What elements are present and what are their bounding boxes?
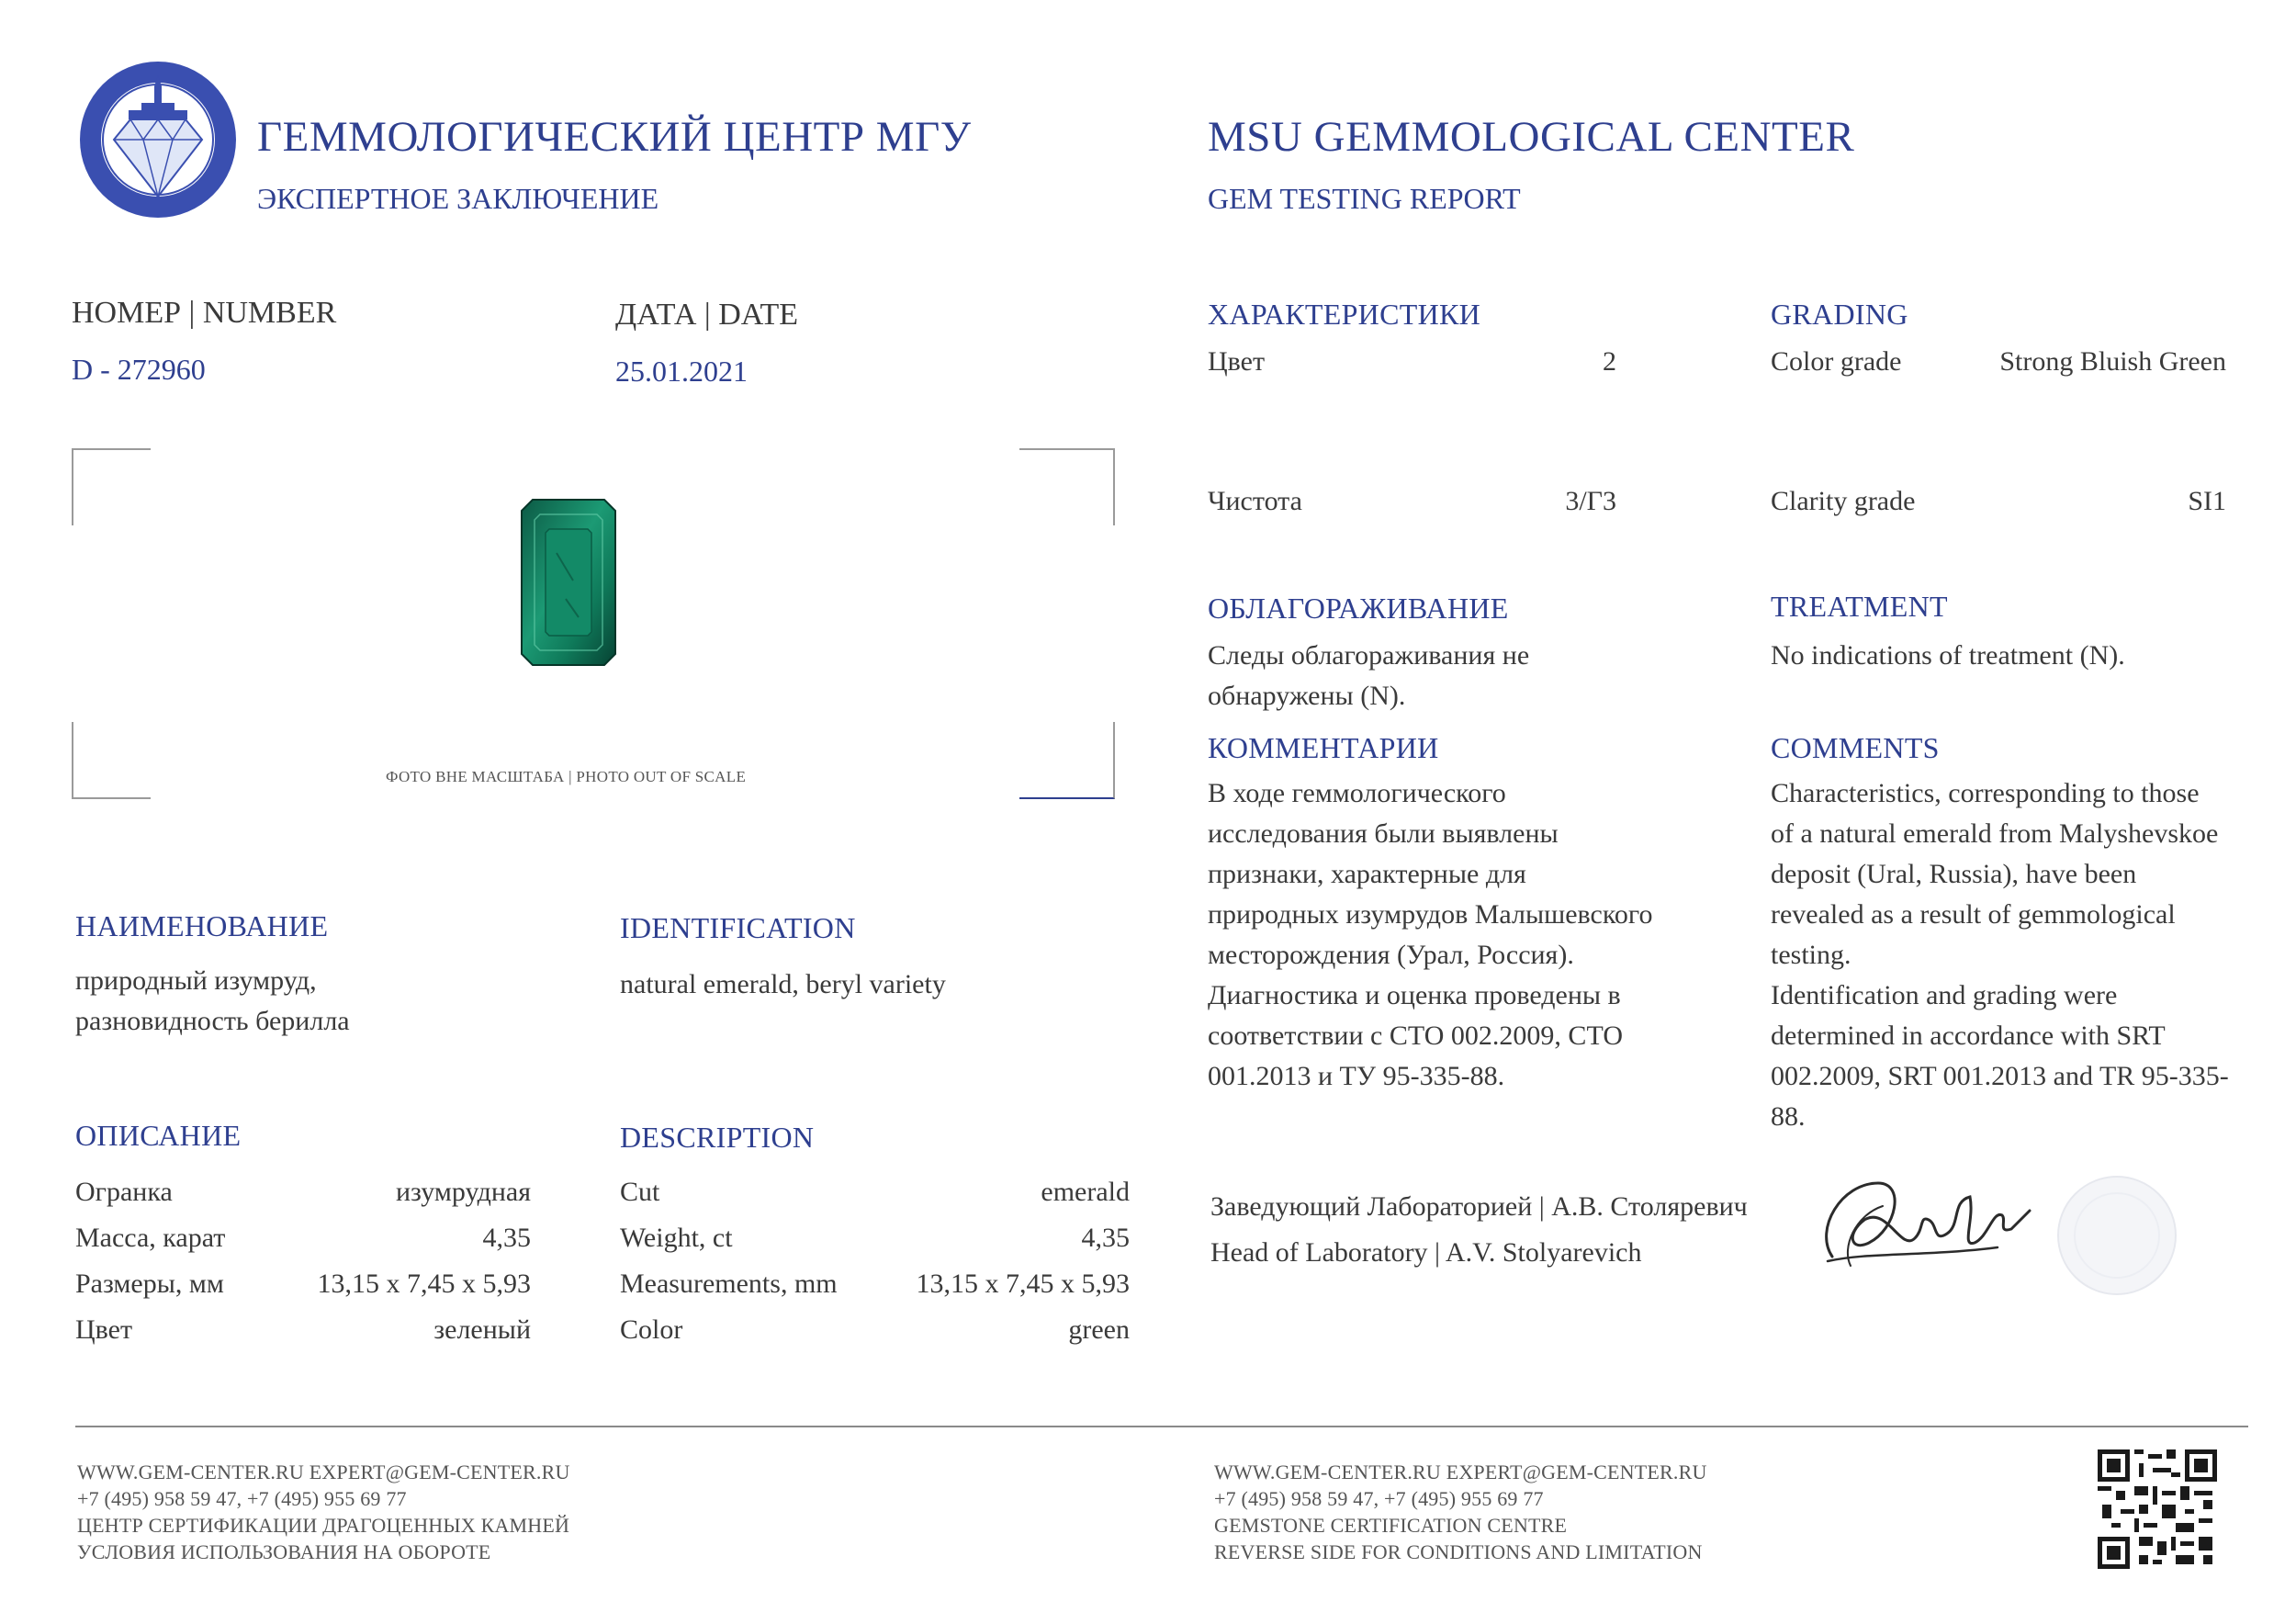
desc-ru-value-cut: изумрудная — [395, 1177, 531, 1207]
desc-en-label-color: Color — [620, 1314, 683, 1345]
comments-en-line: determined in accordance with SRT — [1771, 1021, 2166, 1051]
photo-frame-corner-tl — [72, 448, 151, 525]
desc-en-label-measurements: Measurements, mm — [620, 1269, 838, 1299]
date-label: ДАТА | DATE — [615, 298, 799, 332]
emerald-cut-gemstone-icon — [520, 498, 617, 667]
number-value: D - 272960 — [72, 353, 206, 386]
description-heading-ru: ОПИСАНИЕ — [75, 1119, 242, 1152]
grading-clarity-value-ru: 3/Г3 — [1565, 486, 1616, 516]
desc-en-value-color: green — [1068, 1314, 1130, 1345]
comments-en-line: Identification and grading were — [1771, 980, 2118, 1010]
photo-frame-corner-br — [1019, 722, 1115, 799]
footer-divider — [75, 1426, 2248, 1427]
subtitle-en: GEM TESTING REPORT — [1208, 182, 1521, 215]
signature-line-en: Head of Laboratory | A.V. Stolyarevich — [1210, 1237, 1642, 1268]
number-label: НОМЕР | NUMBER — [72, 296, 337, 330]
desc-ru-label-measurements: Размеры, мм — [75, 1269, 224, 1299]
comments-ru-line: признаки, характерные для — [1208, 859, 1526, 889]
treatment-text-en: No indications of treatment (N). — [1771, 640, 2125, 671]
grading-clarity-label-ru: Чистота — [1208, 486, 1302, 516]
subtitle-ru: ЭКСПЕРТНОЕ ЗАКЛЮЧЕНИЕ — [257, 182, 659, 215]
photo-caption: ФОТО ВНЕ МАСШТАБА | PHOTO OUT OF SCALE — [386, 768, 747, 785]
identification-heading-ru: НАИМЕНОВАНИЕ — [75, 909, 329, 942]
comments-heading-ru: КОММЕНТАРИИ — [1208, 731, 1439, 764]
treatment-heading-en: TREATMENT — [1771, 590, 1948, 623]
title-ru: ГЕММОЛОГИЧЕСКИЙ ЦЕНТР МГУ — [257, 113, 972, 161]
comments-heading-en: COMMENTS — [1771, 731, 1940, 764]
comments-en-line: of a natural emerald from Malyshevskoe — [1771, 818, 2219, 849]
date-value: 25.01.2021 — [615, 355, 748, 388]
signature — [1814, 1165, 2043, 1293]
identification-heading-en: IDENTIFICATION — [620, 911, 856, 944]
comments-en-line: Characteristics, corresponding to those — [1771, 778, 2200, 808]
comments-ru-line: В ходе геммологического — [1208, 778, 1506, 808]
footer-left-line: WWW.GEM-CENTER.RU EXPERT@GEM-CENTER.RU — [77, 1460, 570, 1483]
comments-ru-line: месторождения (Урал, Россия). — [1208, 940, 1574, 970]
msu-gemmological-center-seal-icon — [77, 59, 239, 220]
identification-text-ru-line2: разновидность берилла — [75, 1006, 350, 1036]
description-heading-en: DESCRIPTION — [620, 1121, 815, 1154]
grading-color-label-ru: Цвет — [1208, 346, 1266, 377]
comments-ru-line: природных изумрудов Малышевского — [1208, 899, 1653, 930]
comments-ru-line: соответствии с СТО 002.2009, СТО — [1208, 1021, 1624, 1051]
desc-en-value-weight: 4,35 — [1081, 1223, 1130, 1253]
comments-en-line: revealed as a result of gemmological — [1771, 899, 2176, 930]
title-en: MSU GEMMOLOGICAL CENTER — [1208, 113, 1855, 161]
footer-right-line: +7 (495) 958 59 47, +7 (495) 955 69 77 — [1214, 1487, 1544, 1510]
logo-seal — [77, 59, 239, 220]
comments-ru-line: Диагностика и оценка проведены в — [1208, 980, 1621, 1010]
comments-ru-line: 001.2013 и ТУ 95-335-88. — [1208, 1061, 1505, 1091]
grading-color-value-ru: 2 — [1603, 346, 1616, 377]
grading-color-label-en: Color grade — [1771, 346, 1902, 377]
photo-frame-corner-tr — [1019, 448, 1115, 525]
desc-ru-label-cut: Огранка — [75, 1177, 173, 1207]
treatment-text-ru-line2: обнаружены (N). — [1208, 681, 1406, 711]
desc-ru-value-color: зеленый — [433, 1314, 531, 1345]
desc-ru-label-color: Цвет — [75, 1314, 133, 1345]
desc-en-value-cut: emerald — [1041, 1177, 1130, 1207]
comments-en-line: 88. — [1771, 1101, 1806, 1132]
identification-text-ru-line1: природный изумруд, — [75, 965, 317, 996]
desc-en-label-weight: Weight, ct — [620, 1223, 733, 1253]
embossed-seal — [2055, 1174, 2178, 1297]
grading-clarity-label-en: Clarity grade — [1771, 486, 1916, 516]
gem-photo — [520, 498, 617, 667]
identification-text-en: natural emerald, beryl variety — [620, 969, 946, 999]
desc-ru-label-weight: Масса, карат — [75, 1223, 226, 1253]
comments-en-line: 002.2009, SRT 001.2013 and TR 95-335- — [1771, 1061, 2229, 1091]
treatment-heading-ru: ОБЛАГОРАЖИВАНИЕ — [1208, 592, 1509, 625]
photo-frame-corner-bl — [72, 722, 151, 799]
footer-right-line: WWW.GEM-CENTER.RU EXPERT@GEM-CENTER.RU — [1214, 1460, 1707, 1483]
embossed-seal-icon — [2055, 1174, 2178, 1297]
grading-color-value-en: Strong Bluish Green — [1999, 346, 2226, 377]
footer-right-line: REVERSE SIDE FOR CONDITIONS AND LIMITATION — [1214, 1540, 1703, 1563]
desc-en-label-cut: Cut — [620, 1177, 660, 1207]
desc-ru-value-weight: 4,35 — [482, 1223, 531, 1253]
signature-line-ru: Заведующий Лабораторией | А.В. Столяревич — [1210, 1191, 1748, 1222]
qr-code[interactable] — [2098, 1449, 2217, 1569]
footer-left-line: +7 (495) 958 59 47, +7 (495) 955 69 77 — [77, 1487, 407, 1510]
desc-en-value-measurements: 13,15 x 7,45 x 5,93 — [916, 1269, 1130, 1299]
footer-right-line: GEMSTONE CERTIFICATION CENTRE — [1214, 1514, 1568, 1537]
grading-clarity-value-en: SI1 — [2188, 486, 2226, 516]
comments-ru-line: исследования были выявлены — [1208, 818, 1559, 849]
comments-en-line: testing. — [1771, 940, 1851, 970]
comments-en-line: deposit (Ural, Russia), have been — [1771, 859, 2137, 889]
handwritten-signature-icon — [1814, 1165, 2043, 1293]
footer-left-line: ЦЕНТР СЕРТИФИКАЦИИ ДРАГОЦЕННЫХ КАМНЕЙ — [77, 1514, 570, 1537]
grading-heading-ru: ХАРАКТЕРИСТИКИ — [1208, 298, 1481, 331]
desc-ru-value-measurements: 13,15 x 7,45 x 5,93 — [317, 1269, 531, 1299]
treatment-text-ru-line1: Следы облагораживания не — [1208, 640, 1530, 671]
grading-heading-en: GRADING — [1771, 298, 1908, 331]
qr-code-icon — [2098, 1449, 2217, 1569]
footer-left-line: УСЛОВИЯ ИСПОЛЬЗОВАНИЯ НА ОБОРОТЕ — [77, 1540, 491, 1563]
